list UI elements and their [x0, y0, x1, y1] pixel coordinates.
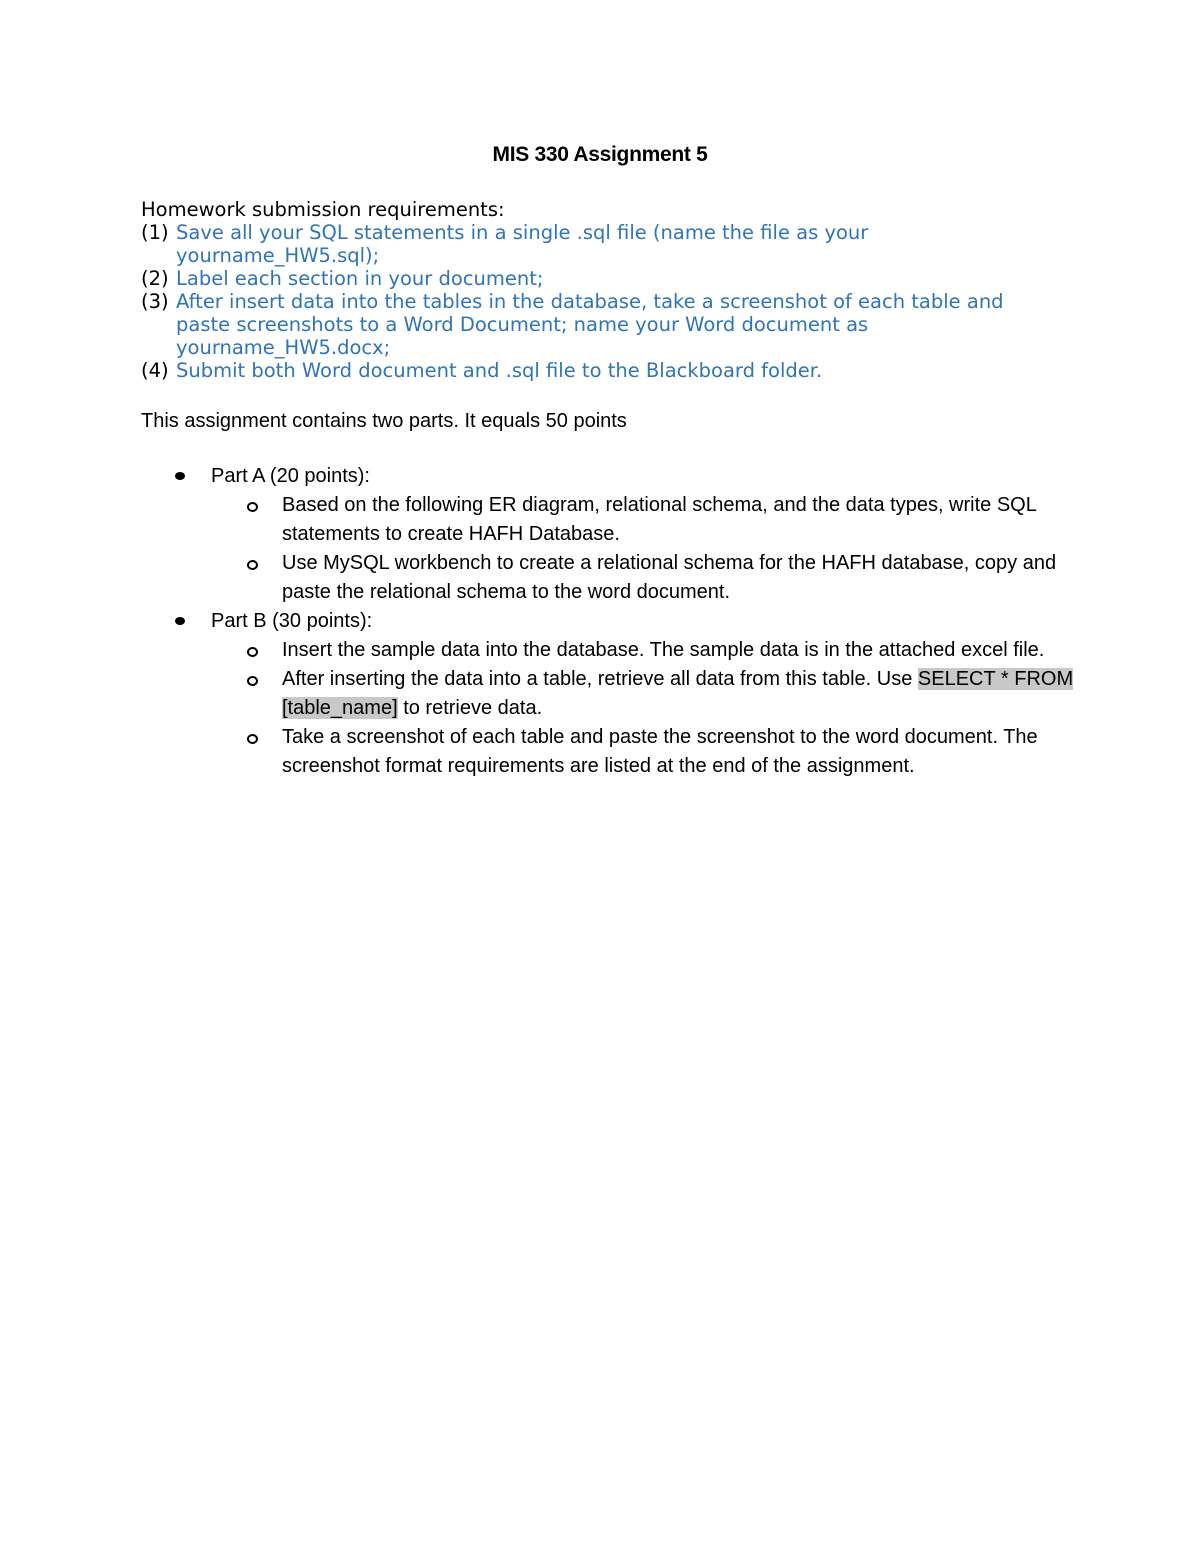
- requirement-text: Save all your SQL statements in a single .sql file (name the file as your yourname_HW5.sql);: [176, 221, 869, 267]
- requirement-item: [141, 290, 1061, 359]
- list-item: [211, 491, 1081, 549]
- document-title: MIS 330 Assignment 5: [492, 143, 708, 166]
- list-item-text-after: to retrieve data.: [397, 697, 543, 719]
- requirement-number: (1): [141, 221, 169, 244]
- sql-highlight: SELECT * FROM [table_name]: [282, 668, 1074, 719]
- list-item: [211, 665, 1081, 723]
- circle-bullet-icon: [247, 734, 258, 744]
- list-item-text: Based on the following ER diagram, relational schema, and the data types, write SQL statements to create HAFH Database.: [282, 494, 1037, 545]
- requirement-text: Submit both Word document and .sql file to the Blackboard folder.: [176, 359, 823, 382]
- part-b-items: [141, 636, 1081, 781]
- part-a: [141, 462, 1081, 491]
- circle-bullet-icon: [247, 502, 258, 512]
- part-a-items: [141, 491, 1081, 607]
- list-item-text: Take a screenshot of each table and paste the screenshot to the word document. The screenshot format requirements are listed at the end of the assignment.: [282, 726, 1038, 777]
- submission-requirements: [141, 198, 1061, 382]
- list-item: [211, 549, 1081, 607]
- assignment-intro: This assignment contains two parts. It equals 50 points: [141, 410, 627, 432]
- circle-bullet-icon: [247, 560, 258, 570]
- assignment-parts: [141, 462, 1081, 781]
- bullet-icon: [175, 472, 185, 480]
- part-b: [141, 607, 1081, 636]
- list-item: [211, 636, 1081, 665]
- requirement-number: (3): [141, 290, 169, 313]
- requirement-item: [141, 359, 1061, 382]
- circle-bullet-icon: [247, 647, 258, 657]
- requirement-item: [141, 221, 1061, 267]
- circle-bullet-icon: [247, 676, 258, 686]
- requirement-number: (2): [141, 267, 169, 290]
- requirements-heading: Homework submission requirements:: [141, 198, 505, 221]
- list-item-text: Use MySQL workbench to create a relational schema for the HAFH database, copy and paste the relational schema to the word document.: [282, 552, 1057, 603]
- list-item: [211, 723, 1081, 781]
- requirement-number: (4): [141, 359, 169, 382]
- requirement-text: After insert data into the tables in the database, take a screenshot of each table and paste screenshots to a Word Document; name your Word document as yourname_HW5.docx;: [176, 290, 1004, 359]
- list-item-text: Insert the sample data into the database. The sample data is in the attached excel file.: [282, 639, 1045, 661]
- bullet-icon: [175, 617, 185, 625]
- requirement-text: Label each section in your document;: [176, 267, 544, 290]
- requirement-item: [141, 267, 1061, 290]
- list-item-text-before: After inserting the data into a table, retrieve all data from this table. Use: [282, 668, 918, 690]
- part-label: Part A (20 points):: [211, 465, 370, 487]
- part-label: Part B (30 points):: [211, 610, 373, 632]
